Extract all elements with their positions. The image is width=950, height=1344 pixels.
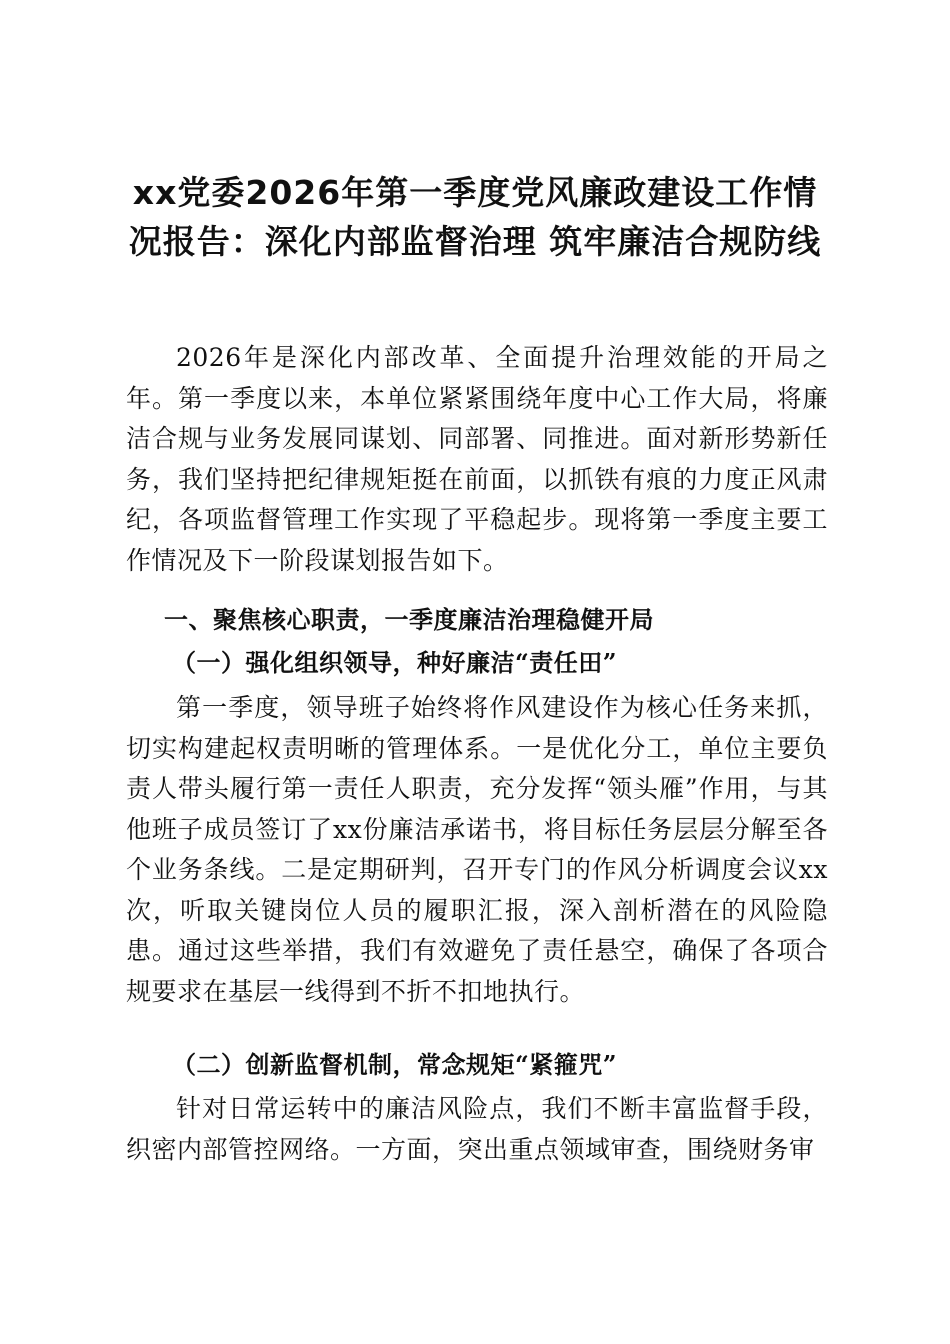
subsection-heading-2: （二）创新监督机制，常念规矩“紧箍咒” — [172, 1050, 618, 1079]
subsection-1-paragraph: 第一季度，领导班子始终将作风建设作为核心任务来抓，切实构建起权责明晰的管理体系。一是优化分工，单位主要负责人带头履行第一责任人职责，充分发挥“领头雁”作用，与其他班子成员签订了xx份廉洁承诺书，将目标任务层层分解至各个业务条线。二是定期研判，召开专门的作风分析调度会议xx次，听取关键岗位人员的履职汇报，深入剖析潜在的风险隐患。通过这些举措，我们有效避免了责任悬空，确保了各项合规要求在基层一线得到不折不扣地执行。 — [126, 693, 828, 1006]
subsection-heading-1: （一）强化组织领导，种好廉洁“责任田” — [172, 648, 618, 677]
subsection-2-paragraph: 针对日常运转中的廉洁风险点，我们不断丰富监督手段，织密内部管控网络。一方面，突出重点领域审查，围绕财务审 — [126, 1094, 828, 1164]
document-title: xx党委2026年第一季度党风廉政建设工作情况报告：深化内部监督治理 筑牢廉洁合规防线 — [128, 173, 822, 261]
intro-paragraph: 2026年是深化内部改革、全面提升治理效能的开局之年。第一季度以来，本单位紧紧围绕年度中心工作大局，将廉洁合规与业务发展同谋划、同部署、同推进。面对新形势新任务，我们坚持把纪律规矩挺在前面，以抓铁有痕的力度正风肃纪，各项监督管理工作实现了平稳起步。现将第一季度主要工作情况及下一阶段谋划报告如下。 — [126, 343, 828, 575]
section-heading-1: 一、聚焦核心职责，一季度廉洁治理稳健开局 — [164, 606, 654, 634]
